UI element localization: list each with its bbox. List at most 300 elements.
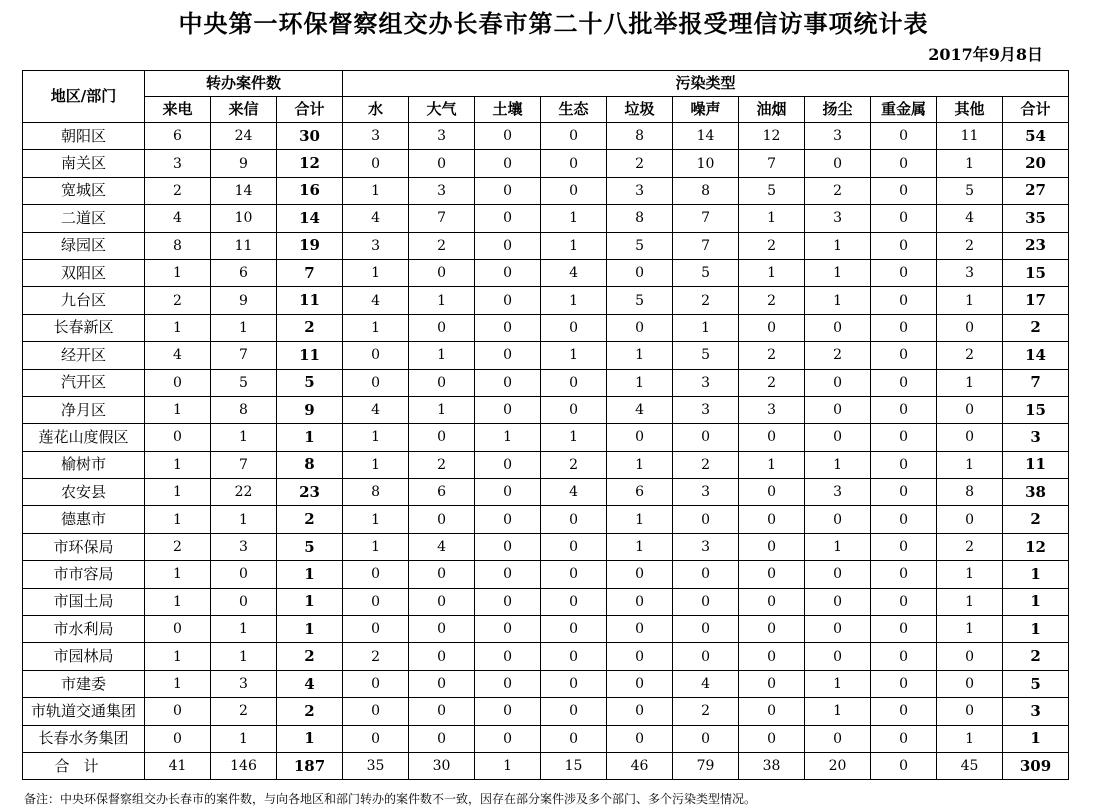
- statistics-table: [22, 70, 1069, 780]
- pollution-cell: 0: [739, 643, 805, 670]
- pollution-cell: 0: [871, 314, 937, 341]
- pollution-cell: 3: [673, 396, 739, 423]
- pollution-cell: 0: [343, 342, 409, 369]
- region-name: 长春水务集团: [23, 725, 145, 752]
- pollution-cell: 5: [937, 177, 1003, 204]
- region-name: 市轨道交通集团: [23, 698, 145, 725]
- pollution-total-cell: 1: [1003, 725, 1069, 752]
- pollution-cell: 2: [937, 533, 1003, 560]
- pollution-cell: 1: [937, 588, 1003, 615]
- pollution-cell: 0: [475, 670, 541, 697]
- pollution-cell: 0: [475, 177, 541, 204]
- pollution-cell: 0: [805, 150, 871, 177]
- pollution-cell: 0: [739, 725, 805, 752]
- transfer-total-cell: 5: [277, 533, 343, 560]
- pollution-cell: 6: [607, 479, 673, 506]
- pollution-cell: 3: [343, 232, 409, 259]
- transfer-total-cell: 12: [277, 150, 343, 177]
- transfer-total-cell: 9: [277, 396, 343, 423]
- pollution-cell: 1: [739, 451, 805, 478]
- pollution-cell: 4: [343, 396, 409, 423]
- pollution-cell: 1: [739, 259, 805, 286]
- table-row: [23, 396, 1069, 423]
- pollution-cell: 1: [409, 396, 475, 423]
- pollution-total-cell: 1: [1003, 561, 1069, 588]
- header-row-groups: [23, 71, 1069, 97]
- transfer-cell: 1: [145, 259, 211, 286]
- pollution-cell: 0: [805, 369, 871, 396]
- transfer-cell: 7: [211, 451, 277, 478]
- pollution-cell: 0: [805, 396, 871, 423]
- pollution-cell: 1: [937, 616, 1003, 643]
- pollution-cell: 1: [541, 424, 607, 451]
- transfer-total-cell: 30: [277, 123, 343, 150]
- pollution-cell: 8: [607, 123, 673, 150]
- pollution-cell: 20: [805, 752, 871, 779]
- transfer-cell: 0: [145, 424, 211, 451]
- transfer-cell: 41: [145, 752, 211, 779]
- table-row: [23, 314, 1069, 341]
- pollution-cell: 3: [607, 177, 673, 204]
- transfer-total-cell: 5: [277, 369, 343, 396]
- pollution-cell: 3: [673, 479, 739, 506]
- pollution-cell: 0: [541, 616, 607, 643]
- page-title: 中央第一环保督察组交办长春市第二十八批举报受理信访事项统计表: [178, 9, 929, 38]
- transfer-cell: 7: [211, 342, 277, 369]
- transfer-total-cell: 8: [277, 451, 343, 478]
- pollution-total-cell: 23: [1003, 232, 1069, 259]
- transfer-cell: 1: [211, 643, 277, 670]
- transfer-cell: 2: [211, 698, 277, 725]
- transfer-cell: 1: [145, 314, 211, 341]
- pollution-cell: 3: [673, 369, 739, 396]
- pollution-total-cell: 309: [1003, 752, 1069, 779]
- table-row: [23, 588, 1069, 615]
- pollution-cell: 7: [673, 205, 739, 232]
- pollution-cell: 0: [409, 561, 475, 588]
- pollution-cell: 8: [937, 479, 1003, 506]
- region-name: 榆树市: [23, 451, 145, 478]
- pollution-cell: 1: [541, 287, 607, 314]
- pollution-cell: 38: [739, 752, 805, 779]
- pollution-cell: 0: [739, 424, 805, 451]
- pollution-cell: 0: [607, 588, 673, 615]
- pollution-cell: 1: [343, 424, 409, 451]
- region-name: 朝阳区: [23, 123, 145, 150]
- transfer-total-cell: 4: [277, 670, 343, 697]
- transfer-cell: 1: [211, 506, 277, 533]
- table-row: [23, 479, 1069, 506]
- pollution-cell: 3: [937, 259, 1003, 286]
- pollution-cell: 0: [607, 670, 673, 697]
- transfer-cell: 6: [211, 259, 277, 286]
- pollution-cell: 0: [673, 561, 739, 588]
- pollution-total-cell: 12: [1003, 533, 1069, 560]
- transfer-total-cell: 14: [277, 205, 343, 232]
- pollution-cell: 0: [739, 314, 805, 341]
- pollution-cell: 0: [475, 150, 541, 177]
- pollution-total-cell: 15: [1003, 396, 1069, 423]
- pollution-cell: 0: [541, 670, 607, 697]
- pollution-cell: 7: [673, 232, 739, 259]
- pollution-cell: 1: [343, 533, 409, 560]
- pollution-total-cell: 2: [1003, 314, 1069, 341]
- pollution-cell: 0: [475, 506, 541, 533]
- region-name: 长春新区: [23, 314, 145, 341]
- pollution-cell: 0: [475, 314, 541, 341]
- pollution-cell: 5: [673, 342, 739, 369]
- pollution-cell: 0: [343, 698, 409, 725]
- transfer-total-cell: 1: [277, 588, 343, 615]
- pollution-cell: 0: [805, 725, 871, 752]
- pollution-cell: 0: [541, 506, 607, 533]
- pollution-cell: 2: [409, 232, 475, 259]
- pollution-cell: 0: [541, 314, 607, 341]
- transfer-cell: 1: [211, 725, 277, 752]
- pollution-cell: 8: [343, 479, 409, 506]
- header-pollution-col: 垃圾: [607, 97, 673, 123]
- pollution-cell: 1: [805, 533, 871, 560]
- pollution-cell: 2: [739, 232, 805, 259]
- pollution-cell: 1: [541, 232, 607, 259]
- pollution-cell: 0: [871, 123, 937, 150]
- region-name: 汽开区: [23, 369, 145, 396]
- header-transfer-col: 来信: [211, 97, 277, 123]
- report-date: 2017年9月8日: [928, 45, 1043, 64]
- pollution-cell: 0: [343, 725, 409, 752]
- transfer-total-cell: 19: [277, 232, 343, 259]
- transfer-cell: 8: [145, 232, 211, 259]
- pollution-cell: 1: [805, 287, 871, 314]
- transfer-cell: 0: [145, 698, 211, 725]
- pollution-cell: 2: [673, 287, 739, 314]
- transfer-cell: 8: [211, 396, 277, 423]
- transfer-cell: 3: [145, 150, 211, 177]
- region-name: 二道区: [23, 205, 145, 232]
- pollution-cell: 0: [673, 506, 739, 533]
- pollution-cell: 0: [475, 205, 541, 232]
- table-row: [23, 698, 1069, 725]
- transfer-total-cell: 2: [277, 643, 343, 670]
- pollution-cell: 0: [343, 670, 409, 697]
- pollution-cell: 79: [673, 752, 739, 779]
- pollution-cell: 0: [475, 369, 541, 396]
- pollution-cell: 0: [871, 205, 937, 232]
- pollution-cell: 0: [739, 533, 805, 560]
- transfer-cell: 0: [145, 725, 211, 752]
- pollution-cell: 0: [409, 698, 475, 725]
- pollution-cell: 0: [541, 725, 607, 752]
- pollution-total-cell: 38: [1003, 479, 1069, 506]
- pollution-cell: 0: [871, 232, 937, 259]
- pollution-cell: 0: [541, 150, 607, 177]
- pollution-cell: 0: [871, 424, 937, 451]
- pollution-cell: 0: [871, 670, 937, 697]
- pollution-cell: 0: [475, 533, 541, 560]
- pollution-cell: 0: [739, 698, 805, 725]
- pollution-total-cell: 14: [1003, 342, 1069, 369]
- pollution-cell: 0: [673, 616, 739, 643]
- pollution-total-cell: 1: [1003, 588, 1069, 615]
- transfer-cell: 1: [145, 451, 211, 478]
- region-name: 市园林局: [23, 643, 145, 670]
- pollution-cell: 0: [409, 424, 475, 451]
- region-name: 绿园区: [23, 232, 145, 259]
- pollution-cell: 0: [475, 232, 541, 259]
- pollution-cell: 1: [937, 287, 1003, 314]
- pollution-cell: 15: [541, 752, 607, 779]
- pollution-cell: 0: [871, 479, 937, 506]
- region-name: 净月区: [23, 396, 145, 423]
- pollution-cell: 0: [871, 643, 937, 670]
- pollution-cell: 45: [937, 752, 1003, 779]
- region-name: 市水利局: [23, 616, 145, 643]
- header-pollution-col: 土壤: [475, 97, 541, 123]
- transfer-cell: 1: [211, 424, 277, 451]
- transfer-total-cell: 16: [277, 177, 343, 204]
- pollution-cell: 1: [607, 451, 673, 478]
- pollution-cell: 1: [937, 561, 1003, 588]
- region-name: 市环保局: [23, 533, 145, 560]
- pollution-total-cell: 2: [1003, 643, 1069, 670]
- pollution-cell: 0: [409, 588, 475, 615]
- pollution-cell: 4: [607, 396, 673, 423]
- pollution-cell: 0: [607, 561, 673, 588]
- pollution-cell: 1: [475, 424, 541, 451]
- table-row: [23, 369, 1069, 396]
- pollution-cell: 4: [343, 205, 409, 232]
- pollution-cell: 8: [607, 205, 673, 232]
- pollution-cell: 1: [805, 670, 871, 697]
- table-row: [23, 123, 1069, 150]
- pollution-cell: 0: [475, 451, 541, 478]
- pollution-cell: 0: [409, 725, 475, 752]
- transfer-cell: 9: [211, 150, 277, 177]
- pollution-cell: 1: [805, 451, 871, 478]
- pollution-cell: 0: [805, 588, 871, 615]
- pollution-cell: 8: [673, 177, 739, 204]
- pollution-total-cell: 15: [1003, 259, 1069, 286]
- pollution-cell: 1: [409, 287, 475, 314]
- pollution-cell: 0: [871, 506, 937, 533]
- footnote: 备注：中央环保督察组交办长春市的案件数，与向各地区和部门转办的案件数不一致，因存在部分案件涉及多个部门、多个污染类型情况。: [24, 792, 757, 806]
- pollution-cell: 0: [937, 643, 1003, 670]
- header-pollution-col: 噪声: [673, 97, 739, 123]
- transfer-cell: 2: [145, 177, 211, 204]
- pollution-cell: 1: [937, 451, 1003, 478]
- region-name: 南关区: [23, 150, 145, 177]
- transfer-cell: 0: [145, 616, 211, 643]
- table-row: [23, 670, 1069, 697]
- pollution-cell: 4: [541, 479, 607, 506]
- transfer-cell: 1: [145, 506, 211, 533]
- total-row: [23, 752, 1069, 779]
- transfer-total-cell: 2: [277, 506, 343, 533]
- pollution-cell: 1: [937, 725, 1003, 752]
- pollution-cell: 0: [409, 259, 475, 286]
- pollution-cell: 0: [937, 424, 1003, 451]
- table-row: [23, 259, 1069, 286]
- pollution-cell: 0: [871, 588, 937, 615]
- pollution-cell: 1: [343, 314, 409, 341]
- pollution-cell: 2: [541, 451, 607, 478]
- header-pollution-col: 扬尘: [805, 97, 871, 123]
- region-name: 九台区: [23, 287, 145, 314]
- header-group-transfer: 转办案件数: [145, 71, 343, 97]
- pollution-cell: 0: [541, 698, 607, 725]
- pollution-cell: 2: [739, 342, 805, 369]
- pollution-cell: 0: [805, 506, 871, 533]
- pollution-total-cell: 11: [1003, 451, 1069, 478]
- pollution-total-cell: 7: [1003, 369, 1069, 396]
- pollution-cell: 0: [541, 561, 607, 588]
- pollution-cell: 2: [739, 287, 805, 314]
- pollution-cell: 0: [541, 533, 607, 560]
- table-row: [23, 616, 1069, 643]
- pollution-cell: 1: [937, 150, 1003, 177]
- pollution-cell: 0: [343, 561, 409, 588]
- header-transfer-col: 来电: [145, 97, 211, 123]
- region-name: 双阳区: [23, 259, 145, 286]
- transfer-cell: 4: [145, 342, 211, 369]
- pollution-cell: 3: [343, 123, 409, 150]
- pollution-cell: 0: [409, 369, 475, 396]
- pollution-cell: 0: [475, 616, 541, 643]
- pollution-total-cell: 20: [1003, 150, 1069, 177]
- pollution-cell: 0: [475, 725, 541, 752]
- transfer-cell: 1: [145, 588, 211, 615]
- pollution-cell: 0: [409, 314, 475, 341]
- pollution-cell: 5: [607, 232, 673, 259]
- pollution-cell: 0: [343, 369, 409, 396]
- pollution-total-cell: 17: [1003, 287, 1069, 314]
- header-row-columns: [23, 97, 1069, 123]
- pollution-cell: 0: [805, 424, 871, 451]
- transfer-cell: 0: [211, 561, 277, 588]
- pollution-cell: 4: [343, 287, 409, 314]
- pollution-cell: 3: [805, 205, 871, 232]
- pollution-cell: 0: [475, 123, 541, 150]
- region-name: 德惠市: [23, 506, 145, 533]
- pollution-cell: 3: [739, 396, 805, 423]
- pollution-total-cell: 35: [1003, 205, 1069, 232]
- pollution-cell: 0: [541, 396, 607, 423]
- table-row: [23, 643, 1069, 670]
- pollution-cell: 12: [739, 123, 805, 150]
- pollution-cell: 0: [475, 561, 541, 588]
- pollution-cell: 0: [739, 506, 805, 533]
- pollution-cell: 0: [541, 177, 607, 204]
- pollution-cell: 1: [937, 369, 1003, 396]
- pollution-cell: 0: [673, 643, 739, 670]
- pollution-cell: 0: [937, 670, 1003, 697]
- pollution-cell: 0: [475, 396, 541, 423]
- pollution-cell: 5: [739, 177, 805, 204]
- header-pollution-col: 水: [343, 97, 409, 123]
- pollution-cell: 0: [475, 643, 541, 670]
- transfer-cell: 24: [211, 123, 277, 150]
- pollution-cell: 4: [409, 533, 475, 560]
- pollution-cell: 4: [937, 205, 1003, 232]
- pollution-cell: 2: [673, 451, 739, 478]
- pollution-cell: 0: [607, 643, 673, 670]
- region-name: 市市容局: [23, 561, 145, 588]
- pollution-cell: 1: [805, 259, 871, 286]
- pollution-total-cell: 5: [1003, 670, 1069, 697]
- transfer-cell: 0: [211, 588, 277, 615]
- pollution-cell: 0: [871, 177, 937, 204]
- pollution-cell: 0: [937, 506, 1003, 533]
- pollution-cell: 46: [607, 752, 673, 779]
- pollution-cell: 1: [673, 314, 739, 341]
- table-row: [23, 533, 1069, 560]
- pollution-cell: 0: [739, 670, 805, 697]
- region-name: 莲花山度假区: [23, 424, 145, 451]
- region-name: 经开区: [23, 342, 145, 369]
- pollution-cell: 0: [475, 588, 541, 615]
- transfer-cell: 5: [211, 369, 277, 396]
- pollution-cell: 6: [409, 479, 475, 506]
- transfer-cell: 1: [145, 561, 211, 588]
- pollution-cell: 1: [343, 451, 409, 478]
- pollution-cell: 0: [739, 616, 805, 643]
- header-pollution-col: 大气: [409, 97, 475, 123]
- table-row: [23, 506, 1069, 533]
- pollution-cell: 0: [409, 670, 475, 697]
- transfer-total-cell: 2: [277, 698, 343, 725]
- pollution-cell: 0: [541, 123, 607, 150]
- pollution-cell: 35: [343, 752, 409, 779]
- pollution-total-cell: 1: [1003, 616, 1069, 643]
- pollution-cell: 1: [607, 342, 673, 369]
- pollution-cell: 0: [871, 752, 937, 779]
- pollution-cell: 2: [805, 342, 871, 369]
- transfer-cell: 2: [145, 287, 211, 314]
- pollution-cell: 1: [541, 205, 607, 232]
- pollution-cell: 0: [607, 314, 673, 341]
- transfer-total-cell: 1: [277, 424, 343, 451]
- pollution-cell: 0: [871, 451, 937, 478]
- pollution-cell: 4: [673, 670, 739, 697]
- table-row: [23, 150, 1069, 177]
- transfer-cell: 1: [145, 643, 211, 670]
- pollution-cell: 0: [805, 561, 871, 588]
- pollution-cell: 1: [343, 259, 409, 286]
- table-row: [23, 177, 1069, 204]
- pollution-total-cell: 3: [1003, 424, 1069, 451]
- pollution-cell: 0: [739, 561, 805, 588]
- header-pollution-col: 重金属: [871, 97, 937, 123]
- transfer-total-cell: 1: [277, 725, 343, 752]
- pollution-cell: 0: [541, 369, 607, 396]
- pollution-cell: 0: [541, 588, 607, 615]
- pollution-cell: 0: [871, 698, 937, 725]
- pollution-cell: 0: [871, 369, 937, 396]
- region-name: 合计: [23, 752, 145, 779]
- pollution-cell: 3: [409, 123, 475, 150]
- transfer-cell: 1: [145, 479, 211, 506]
- transfer-total-cell: 11: [277, 342, 343, 369]
- pollution-cell: 0: [871, 287, 937, 314]
- pollution-cell: 2: [805, 177, 871, 204]
- transfer-total-cell: 1: [277, 561, 343, 588]
- pollution-cell: 0: [871, 725, 937, 752]
- pollution-cell: 0: [409, 643, 475, 670]
- transfer-cell: 3: [211, 533, 277, 560]
- pollution-cell: 3: [673, 533, 739, 560]
- pollution-total-cell: 3: [1003, 698, 1069, 725]
- transfer-cell: 1: [211, 616, 277, 643]
